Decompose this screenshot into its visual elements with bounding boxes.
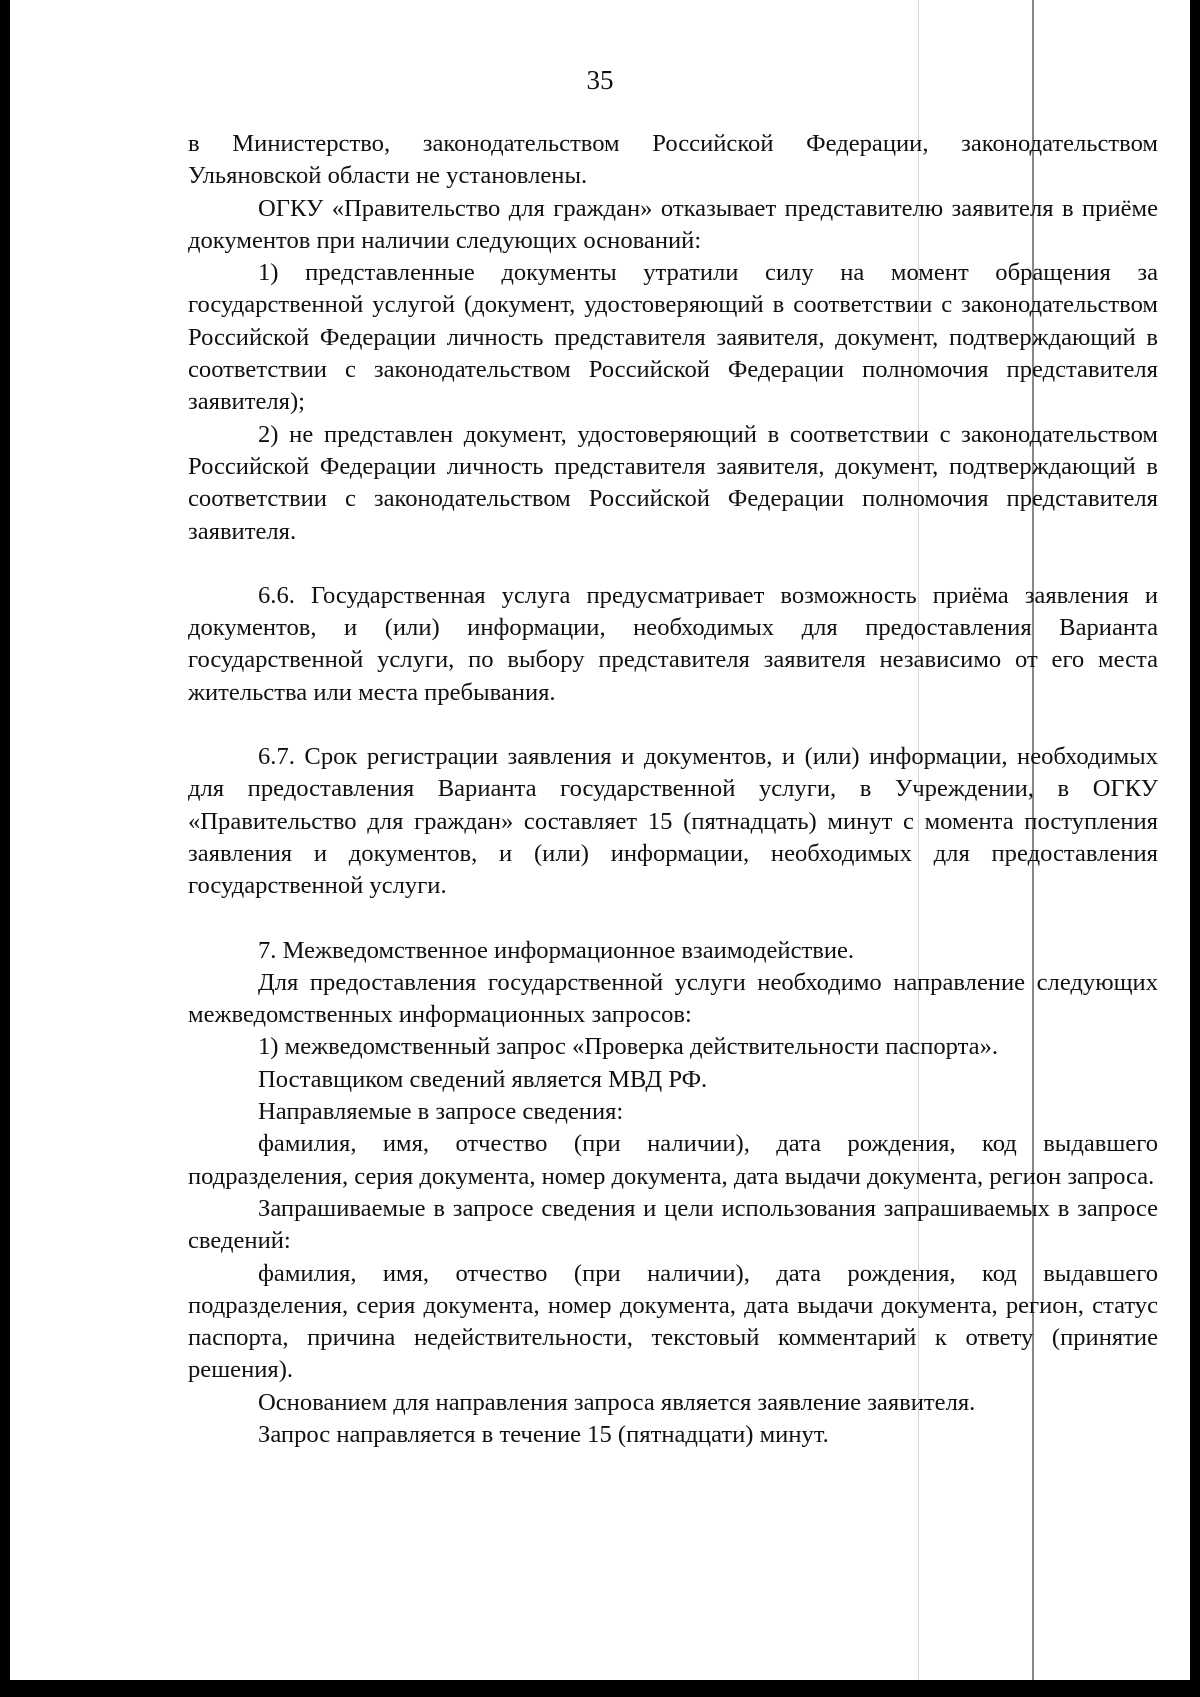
paragraph: ОГКУ «Правительство для граждан» отказывает представителю заявителя в приёме документов при наличии следующих оснований:	[188, 194, 1158, 254]
paragraph: 1) межведомственный запрос «Проверка действительности паспорта».	[258, 1033, 999, 1061]
scan-border-right	[1190, 0, 1200, 1697]
document-body	[188, 128, 1158, 1451]
paragraph: Направляемые в запросе сведения:	[258, 1098, 624, 1126]
paragraph: в Министерство, законодательством Российской Федерации, законодательством Ульяновской области не установлены.	[188, 130, 1158, 190]
paragraph: 2) не представлен документ, удостоверяющий в соответствии с законодательством Российской Федерации личность представителя заявителя, документ, подтверждающий в соответствии с законодательством Российской Федерации полномочия представителя заявителя.	[188, 420, 1158, 545]
paragraph: Основанием для направления запроса является заявление заявителя.	[258, 1388, 976, 1416]
page-number: 35	[586, 65, 614, 95]
paragraph: фамилия, имя, отчество (при наличии), дата рождения, код выдавшего подразделения, серия документа, номер документа, дата выдачи документа, регион запроса.	[188, 1130, 1158, 1190]
scan-border-bottom	[0, 1680, 1200, 1697]
paragraph: 7. Межведомственное информационное взаимодействие.	[258, 936, 855, 964]
paragraph: Поставщиком сведений является МВД РФ.	[258, 1065, 708, 1093]
scan-border-left	[0, 0, 10, 1697]
paragraph: 6.7. Срок регистрации заявления и документов, и (или) информации, необходимых для предоставления Варианта государственной услуги, в Учреждении, в ОГКУ «Правительство для граждан» составляет 15 (пятнадцать) минут с момента поступления заявления и документов, и (или) информации, необходимых для предоставления государственной услуги.	[188, 743, 1158, 900]
paragraph: 1) представленные документы утратили силу на момент обращения за государственной услугой (документ, удостоверяющий в соответствии с законодательством Российской Федерации личность представителя заявителя, документ, подтверждающий в соответствии с законодательством Российской Федерации полномочия представителя заявителя);	[188, 259, 1158, 416]
paragraph: Для предоставления государственной услуги необходимо направление следующих межведомственных информационных запросов:	[188, 968, 1158, 1029]
paragraph: Запрашиваемые в запросе сведения и цели использования запрашиваемых в запросе сведений:	[188, 1194, 1158, 1255]
paragraph: фамилия, имя, отчество (при наличии), дата рождения, код выдавшего подразделения, серия документа, номер документа, дата выдачи документа, регион, статус паспорта, причина недействительности, текстовый комментарий к ответу (принятие решения).	[188, 1259, 1158, 1384]
paragraph: Запрос направляется в течение 15 (пятнадцати) минут.	[258, 1420, 829, 1448]
paragraph: 6.6. Государственная услуга предусматривает возможность приёма заявления и документов, и (или) информации, необходимых для предоставления Варианта государственной услуги, по выбору представителя заявителя независимо от его места жительства или места пребывания.	[188, 581, 1158, 706]
